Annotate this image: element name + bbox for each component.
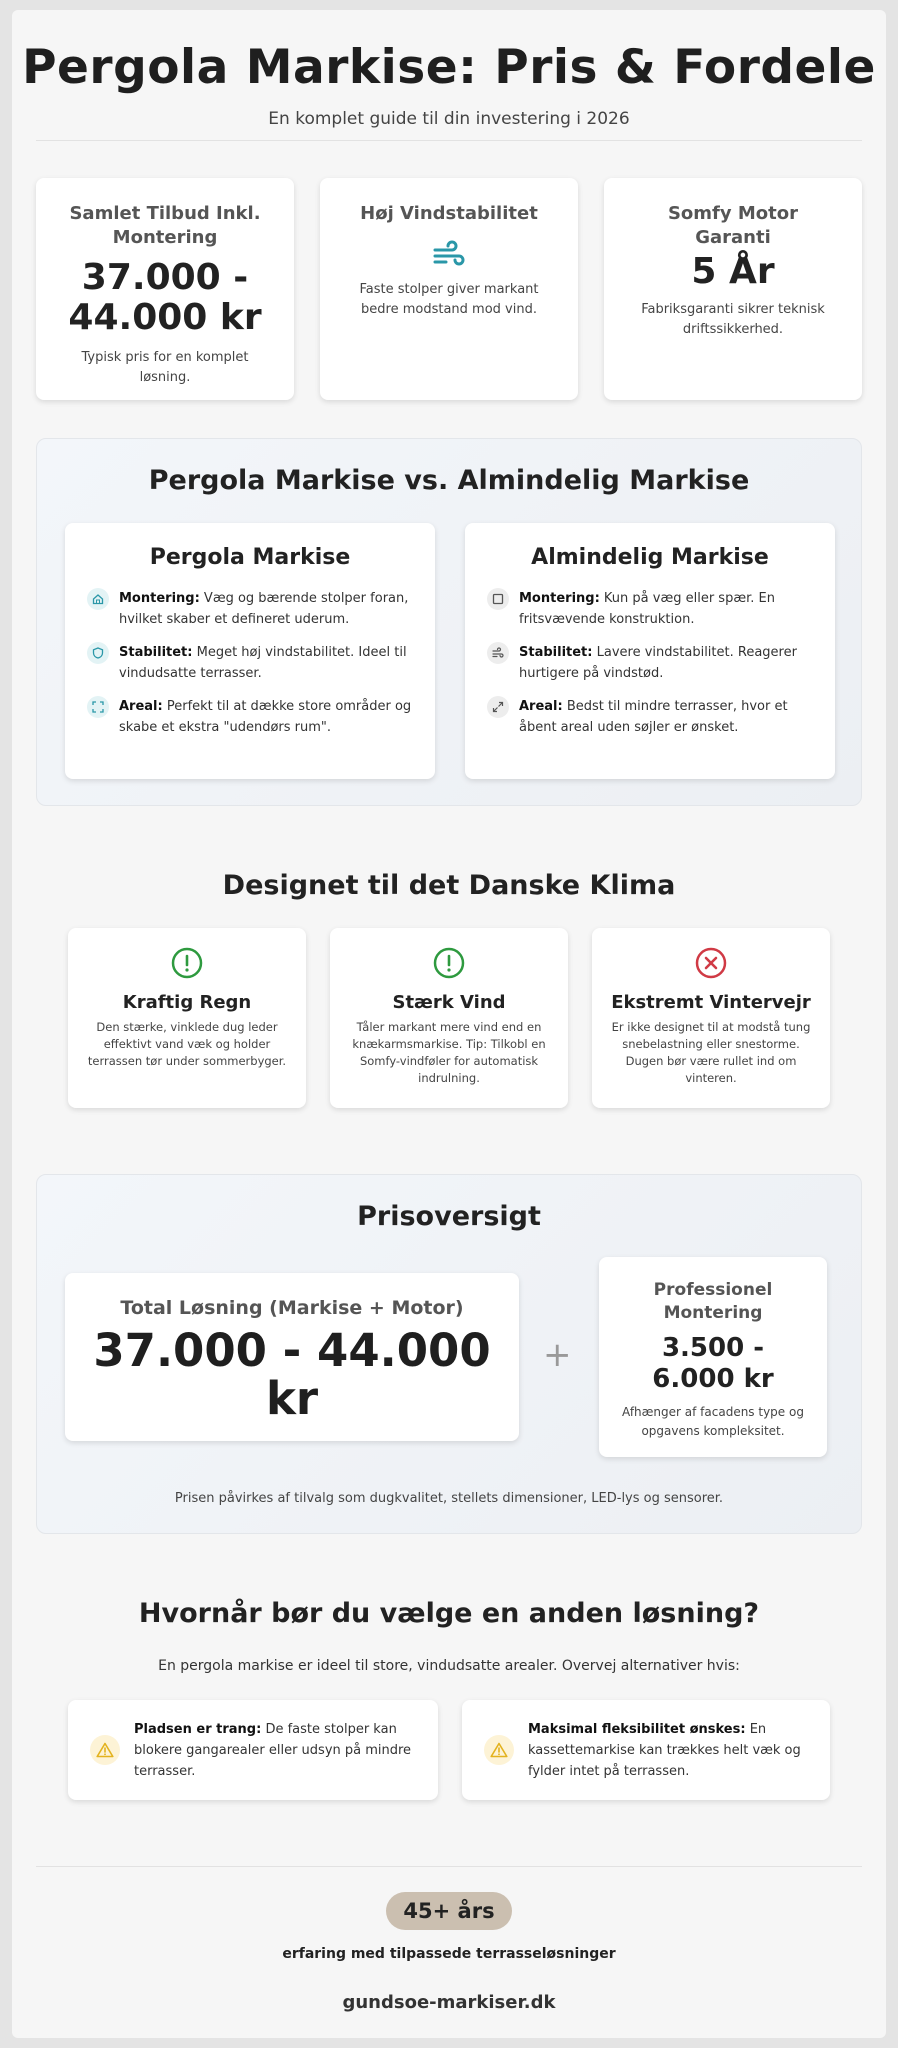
alert-circle-icon xyxy=(342,946,556,984)
stat-title: Høj Vindstabilitet xyxy=(360,203,538,224)
stat-value: 37.000 - 44.000 kr xyxy=(68,257,262,338)
climate-card-wind xyxy=(330,928,568,1108)
comparison-card-title: Pergola Markise xyxy=(149,545,351,570)
price-total-value: 37.000 - 44.000 kr xyxy=(93,1324,491,1425)
price-mount-desc: Afhænger af facadens type og opgavens kompleksitet. xyxy=(622,1405,804,1438)
x-circle-icon xyxy=(604,946,818,984)
alternative-card-flexibility: Maksimal fleksibilitet ønskes: En kassettemarkise kan trækkes helt væk og fylder intet på terrassen. xyxy=(462,1700,830,1800)
experience-badge: 45+ års xyxy=(386,1892,512,1930)
comparison-item: Areal: Bedst til mindre terrasser, hvor et åbent areal uden søjler er ønsket. xyxy=(487,696,813,738)
climate-card-desc: Den stærke, vinklede dug leder effektivt vand væk og holder terrassen tør under sommerbyger. xyxy=(87,1020,287,1068)
stat-value: 5 År xyxy=(691,251,775,292)
comparison-item: Montering: Kun på væg eller spær. En fritsvævende konstruktion. xyxy=(487,588,813,630)
alternatives-title: Hvornår bør du vælge en anden løsning? xyxy=(138,1598,760,1629)
comparison-card-pergola xyxy=(65,523,435,779)
plus-sign: + xyxy=(543,1335,572,1375)
climate-card-title: Ekstremt Vintervejr xyxy=(611,992,811,1013)
stat-card-warranty xyxy=(604,178,862,400)
comparison-title: Pergola Markise vs. Almindelig Markise xyxy=(148,465,750,496)
comparison-section xyxy=(36,438,862,806)
price-mount-value: 3.500 - 6.000 kr xyxy=(652,1333,774,1394)
price-section xyxy=(36,1174,862,1534)
climate-card-winter xyxy=(592,928,830,1108)
stat-desc: Fabriksgaranti sikrer teknisk driftssikkerhed. xyxy=(641,302,825,337)
expand-icon xyxy=(87,696,109,718)
square-icon xyxy=(487,588,509,610)
price-card-total xyxy=(65,1273,519,1441)
stat-desc: Typisk pris for en komplet løsning. xyxy=(81,350,249,385)
comparison-card-title: Almindelig Markise xyxy=(531,545,769,570)
climate-card-title: Kraftig Regn xyxy=(122,992,252,1013)
page-title: Pergola Markise: Pris & Fordele xyxy=(22,40,876,95)
price-total-label: Total Løsning (Markise + Motor) xyxy=(120,1297,464,1319)
divider xyxy=(36,1866,862,1867)
climate-title: Designet til det Danske Klima xyxy=(222,870,676,901)
home-icon xyxy=(87,588,109,610)
price-card-mounting xyxy=(599,1257,827,1457)
comparison-item: Areal: Perfekt til at dække store områder og skabe et ekstra "udendørs rum". xyxy=(87,696,413,738)
stat-card-wind xyxy=(320,178,578,400)
wind-icon xyxy=(336,238,562,278)
climate-card-desc: Er ikke designet til at modstå tung snebelastning eller snestorme. Dugen bør være rullet ind om vinteren. xyxy=(611,1020,811,1085)
price-note: Prisen påvirkes af tilvalg som dugkvalitet, stellets dimensioner, LED-lys og sensorer. xyxy=(174,1491,724,1506)
shield-icon xyxy=(87,642,109,664)
wind-icon xyxy=(487,642,509,664)
page xyxy=(12,10,886,2038)
alternative-card-space: Pladsen er trang: De faste stolper kan blokere gangarealer eller udsyn på mindre terrasser. xyxy=(68,1700,438,1800)
comparison-card-regular xyxy=(465,523,835,779)
alert-circle-icon xyxy=(80,946,294,984)
stat-card-price xyxy=(36,178,294,400)
site-link[interactable]: gundsoe-markiser.dk xyxy=(342,1992,556,2013)
comparison-item: Montering: Væg og bærende stolper foran, hvilket skaber et defineret uderum. xyxy=(87,588,413,630)
climate-card-title: Stærk Vind xyxy=(392,992,506,1013)
experience-tagline: erfaring med tilpassede terrasseløsninger xyxy=(282,1946,616,1962)
climate-card-desc: Tåler markant mere vind end en knækarmsmarkise. Tip: Tilkobl en Somfy-vindføler for automatisk indrulning. xyxy=(352,1020,546,1085)
divider xyxy=(36,140,862,141)
price-mount-label: Professionel Montering xyxy=(653,1280,773,1323)
page-subtitle: En komplet guide til din investering i 2026 xyxy=(268,109,630,129)
header xyxy=(12,10,886,129)
resize-icon xyxy=(487,696,509,718)
price-title: Prisoversigt xyxy=(357,1201,541,1232)
climate-card-rain xyxy=(68,928,306,1108)
comparison-item: Stabilitet: Lavere vindstabilitet. Reagerer hurtigere på vindstød. xyxy=(487,642,813,684)
warning-icon xyxy=(484,1735,514,1765)
stat-title: Samlet Tilbud Inkl. Montering xyxy=(69,203,261,248)
comparison-item: Stabilitet: Meget høj vindstabilitet. Ideel til vindudsatte terrasser. xyxy=(87,642,413,684)
alternatives-intro: En pergola markise er ideel til store, vindudsatte arealer. Overvej alternativer hvis: xyxy=(158,1658,740,1674)
stat-title: Somfy Motor Garanti xyxy=(667,203,799,248)
stat-desc: Faste stolper giver markant bedre modstand mod vind. xyxy=(359,282,539,317)
warning-icon xyxy=(90,1735,120,1765)
